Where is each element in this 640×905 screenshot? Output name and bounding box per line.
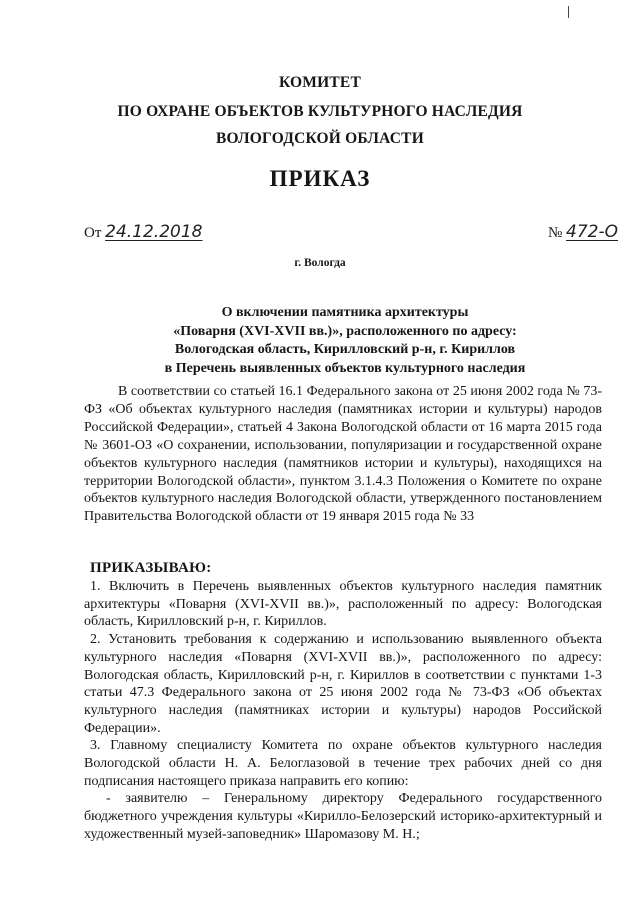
committee-title-line3: ВОЛОГОДСКОЙ ОБЛАСТИ [216,130,424,147]
handwritten-date: 24.12.2018 [105,222,203,242]
subject-line1: О включении памятника архитектуры [221,305,469,320]
date-prefix: От [84,225,102,241]
committee-title-line1: КОМИТЕТ [278,74,361,91]
handwritten-number: 472-О [566,222,618,242]
order-item-3-recipient: - заявителю – Генеральному директору Федерального государственного бюджетного учреждения культуры «Кирилло-Белозерский историко-архитектурный и художественный музей-заповедник» Шаромазову М. Н.; [84,791,602,842]
number-prefix: № [547,225,563,241]
order-subject [0,304,640,379]
order-items [84,578,602,844]
order-item-2: 2. Установить требования к содержанию и использованию выявленного объекта культурного наследия «Поварня (XVI-XVII вв.)», расположенного по адресу: Вологодская область, Кирилловский р-н, г. Кириллов в соответствии с пунктами 1-3 статьи 47.3 Федерального закона от 25 июня 2002 года № 73-ФЗ «Об объектах культурного наследия (памятниках истории и культуры) народов Российской Федерации». [84,632,602,736]
order-item-3: 3. Главному специалисту Комитета по охране объектов культурного наследия Вологодской области Н. А. Белоглазовой в течение трех рабочих дней со дня подписания настоящего приказа направить его копию: [84,738,602,789]
preamble-paragraph [84,383,602,526]
subject-line4: в Перечень выявленных объектов культурного наследия [164,361,526,377]
document-type-title: ПРИКАЗ [269,166,371,191]
order-heading: ПРИКАЗЫВАЮ: [90,560,212,576]
order-date [84,222,202,242]
city: г. Вологда [294,257,346,269]
scan-mark [568,6,569,18]
subject-line3: Вологодская область, Кирилловский р-н, г. Кириллов [174,342,516,358]
committee-title-line2: ПО ОХРАНЕ ОБЪЕКТОВ КУЛЬТУРНОГО НАСЛЕДИЯ [117,103,523,120]
subject-line2: «Поварня (XVI-XVII вв.)», расположенного по адресу: [173,323,517,339]
preamble-text: В соответствии со статьей 16.1 Федерального закона от 25 июня 2002 года № 73-ФЗ «Об объектах культурного наследия (памятниках истории и культуры) народов Российской Федерации», статьей 4 Закона Вологодской области от 16 марта 2015 года № 3601-ОЗ «О сохранении, использовании, популяризации и государственной охране объектов культурного наследия (памятников истории и культуры), находящихся на территории Вологодской области», пунктом 3.1.4.3 Положения о Комитете по охране объектов культурного наследия Вологодской области, утвержденного постановлением Правительства Вологодской области от 19 января 2015 года № 33 [84,384,602,525]
order-number [548,222,618,242]
order-item-1: 1. Включить в Перечень выявленных объектов культурного наследия памятник архитектуры «Поварня (XVI-XVII вв.)», расположенный по адресу: Вологодская область, Кирилловский р-н, г. Кириллов. [84,579,602,630]
